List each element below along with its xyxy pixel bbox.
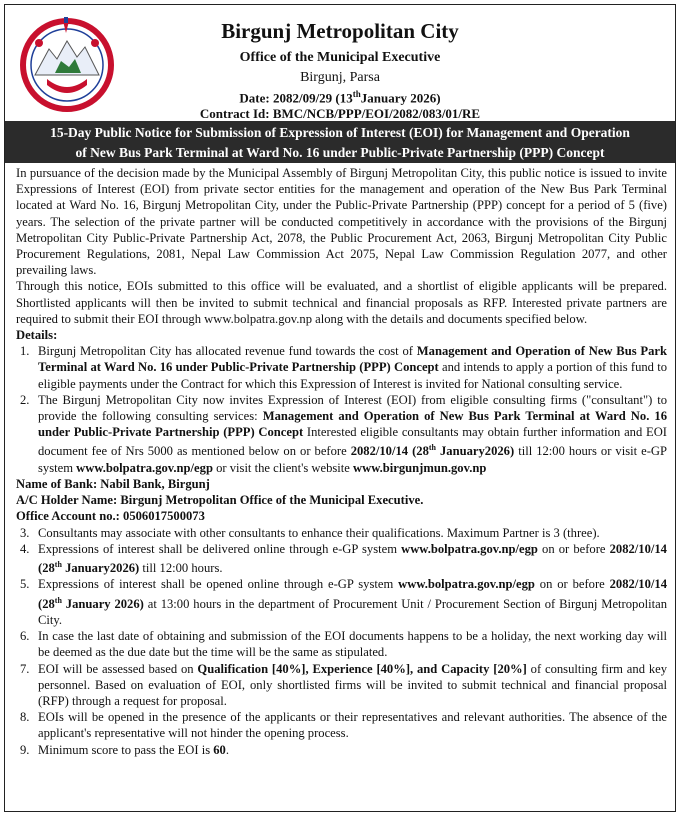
account-holder: A/C Holder Name: Birgunj Metropolitan Office of the Municipal Executive. [16, 493, 424, 508]
notice-header [5, 5, 675, 121]
details-heading: Details: [16, 328, 58, 343]
list-item: 1. Birgunj Metropolitan City has allocated revenue fund towards the cost of Management and Operation of New Bus Park Terminal at Ward No. 16 under Public-Private Partnership (PPP) Concept and intends to apply a portion of this fund to eligible payments under the Contract for which this Expression of Interest is invited for National consulting service. [20, 344, 667, 391]
office-name: Office of the Municipal Executive [239, 50, 441, 65]
place-name: Birgunj, Parsa [300, 70, 380, 85]
client-website-link[interactable]: www.birgunjmun.gov.np [353, 460, 487, 475]
intro-paragraph-1: In pursuance of the decision made by the Municipal Assembly of Birgunj Metropolitan City, this public notice is issued to invite Expressions of Interest (EOI) from private sector entities for the management and operation of the New Bus Park Terminal located at Ward No. 16, Birgunj Metropolitan City, under the Public-Private Partnership (PPP) concept for a period of 5 (five) years. The selection of the private partner will be conducted competitively in accordance with the provisions of the Birgunj Metropolitan City Public-Private Partnership Act, 2078, the Public Procurement Act, 2063, Birgunj Metropolitan City Public Procurement Regulations, 2081, Nepal Law Commission Act 2075, Nepal Law Commission Regulation 2077, and other prevailing laws. [16, 166, 667, 278]
notice-date: Date: 2082/09/29 (13thJanuary 2026) [239, 89, 441, 106]
list-item: 6. In case the last date of obtaining and submission of the EOI documents happens to be a holiday, the next working day will be deemed as the due date but the time will be the same as stipulated. [20, 629, 667, 660]
contract-id: Contract Id: BMC/NCB/PPP/EOI/2082/083/01/RE [199, 106, 481, 122]
egp-link[interactable]: www.bolpatra.gov.np/egp [76, 460, 213, 475]
list-item: 2. The Birgunj Metropolitan City now invites Expression of Interest (EOI) from eligible consulting firms ("consultant") to provide the following consulting services: Management and Operation of New Bus Park Terminal at Ward No. 16 under Public-Private Partnership (PPP) Concept Interested eligible consultants may obtain further information and EOI document fee of Nrs 5000 as mentioned below on or before 2082/10/14 (28th January2026) till 12:00 hours or visit e-GP system www.bolpatra.gov.np/egp or visit the client's website www.birgunjmun.gov.np [20, 392, 667, 475]
egp-link[interactable]: www.bolpatra.gov.np/egp [401, 541, 538, 556]
notice-frame [4, 4, 676, 812]
city-title: Birgunj Metropolitan City [221, 19, 459, 43]
details-list [16, 343, 667, 476]
egp-link[interactable]: www.bolpatra.gov.np/egp [398, 577, 535, 592]
list-item: 7. EOI will be assessed based on Qualification [40%], Experience [40%], and Capacity [20%] of consulting firm and key personnel. Based on evaluation of EOI, only shortlisted firms will be invited to submit technical and financial proposal (RFP) through a request for proposal. [20, 661, 668, 709]
intro-paragraph-2: Through this notice, EOIs submitted to this office will be evaluated, and a shortlist of eligible applicants will be prepared. Shortlisted applicants will then be invited to submit technical and financial proposals as RFP. Interested private partners are required to submit their EOI through www.bolpatra.gov.np along with the details and documents specified below. [16, 279, 667, 326]
notice-title-banner [5, 121, 675, 163]
details-list-continued [16, 525, 667, 758]
account-number: Office Account no.: 0506017500073 [16, 509, 205, 524]
list-item: 5. Expressions of interest shall be opened online through e-GP system www.bolpatra.gov.np/egp on or before 2082/10/14 (28th January 2026) at 13:00 hours in the department of Procurement Unit / Procurement Section of Birgunj Metropolitan City. [20, 577, 667, 628]
list-item: 9. Minimum score to pass the EOI is 60. [20, 742, 229, 757]
banner-line-1: 15-Day Public Notice for Submission of Expression of Interest (EOI) for Management and Operation [50, 125, 630, 140]
list-item: 4. Expressions of interest shall be delivered online through e-GP system www.bolpatra.gov.np/egp on or before 2082/10/14 (28th January2026) till 12:00 hours. [20, 541, 667, 576]
list-item: 8. EOIs will be opened in the presence of the applicants or their representatives and relevant authorities. The absence of the applicant's representative will not hinder the opening process. [20, 710, 667, 741]
banner-line-2: of New Bus Park Terminal at Ward No. 16 under Public-Private Partnership (PPP) Concept [75, 145, 605, 160]
list-item: 3. Consultants may associate with other consultants to enhance their qualifications. Maximum Partner is 3 (three). [20, 525, 600, 540]
notice-body [16, 165, 667, 758]
bank-name: Name of Bank: Nabil Bank, Birgunj [16, 477, 210, 492]
